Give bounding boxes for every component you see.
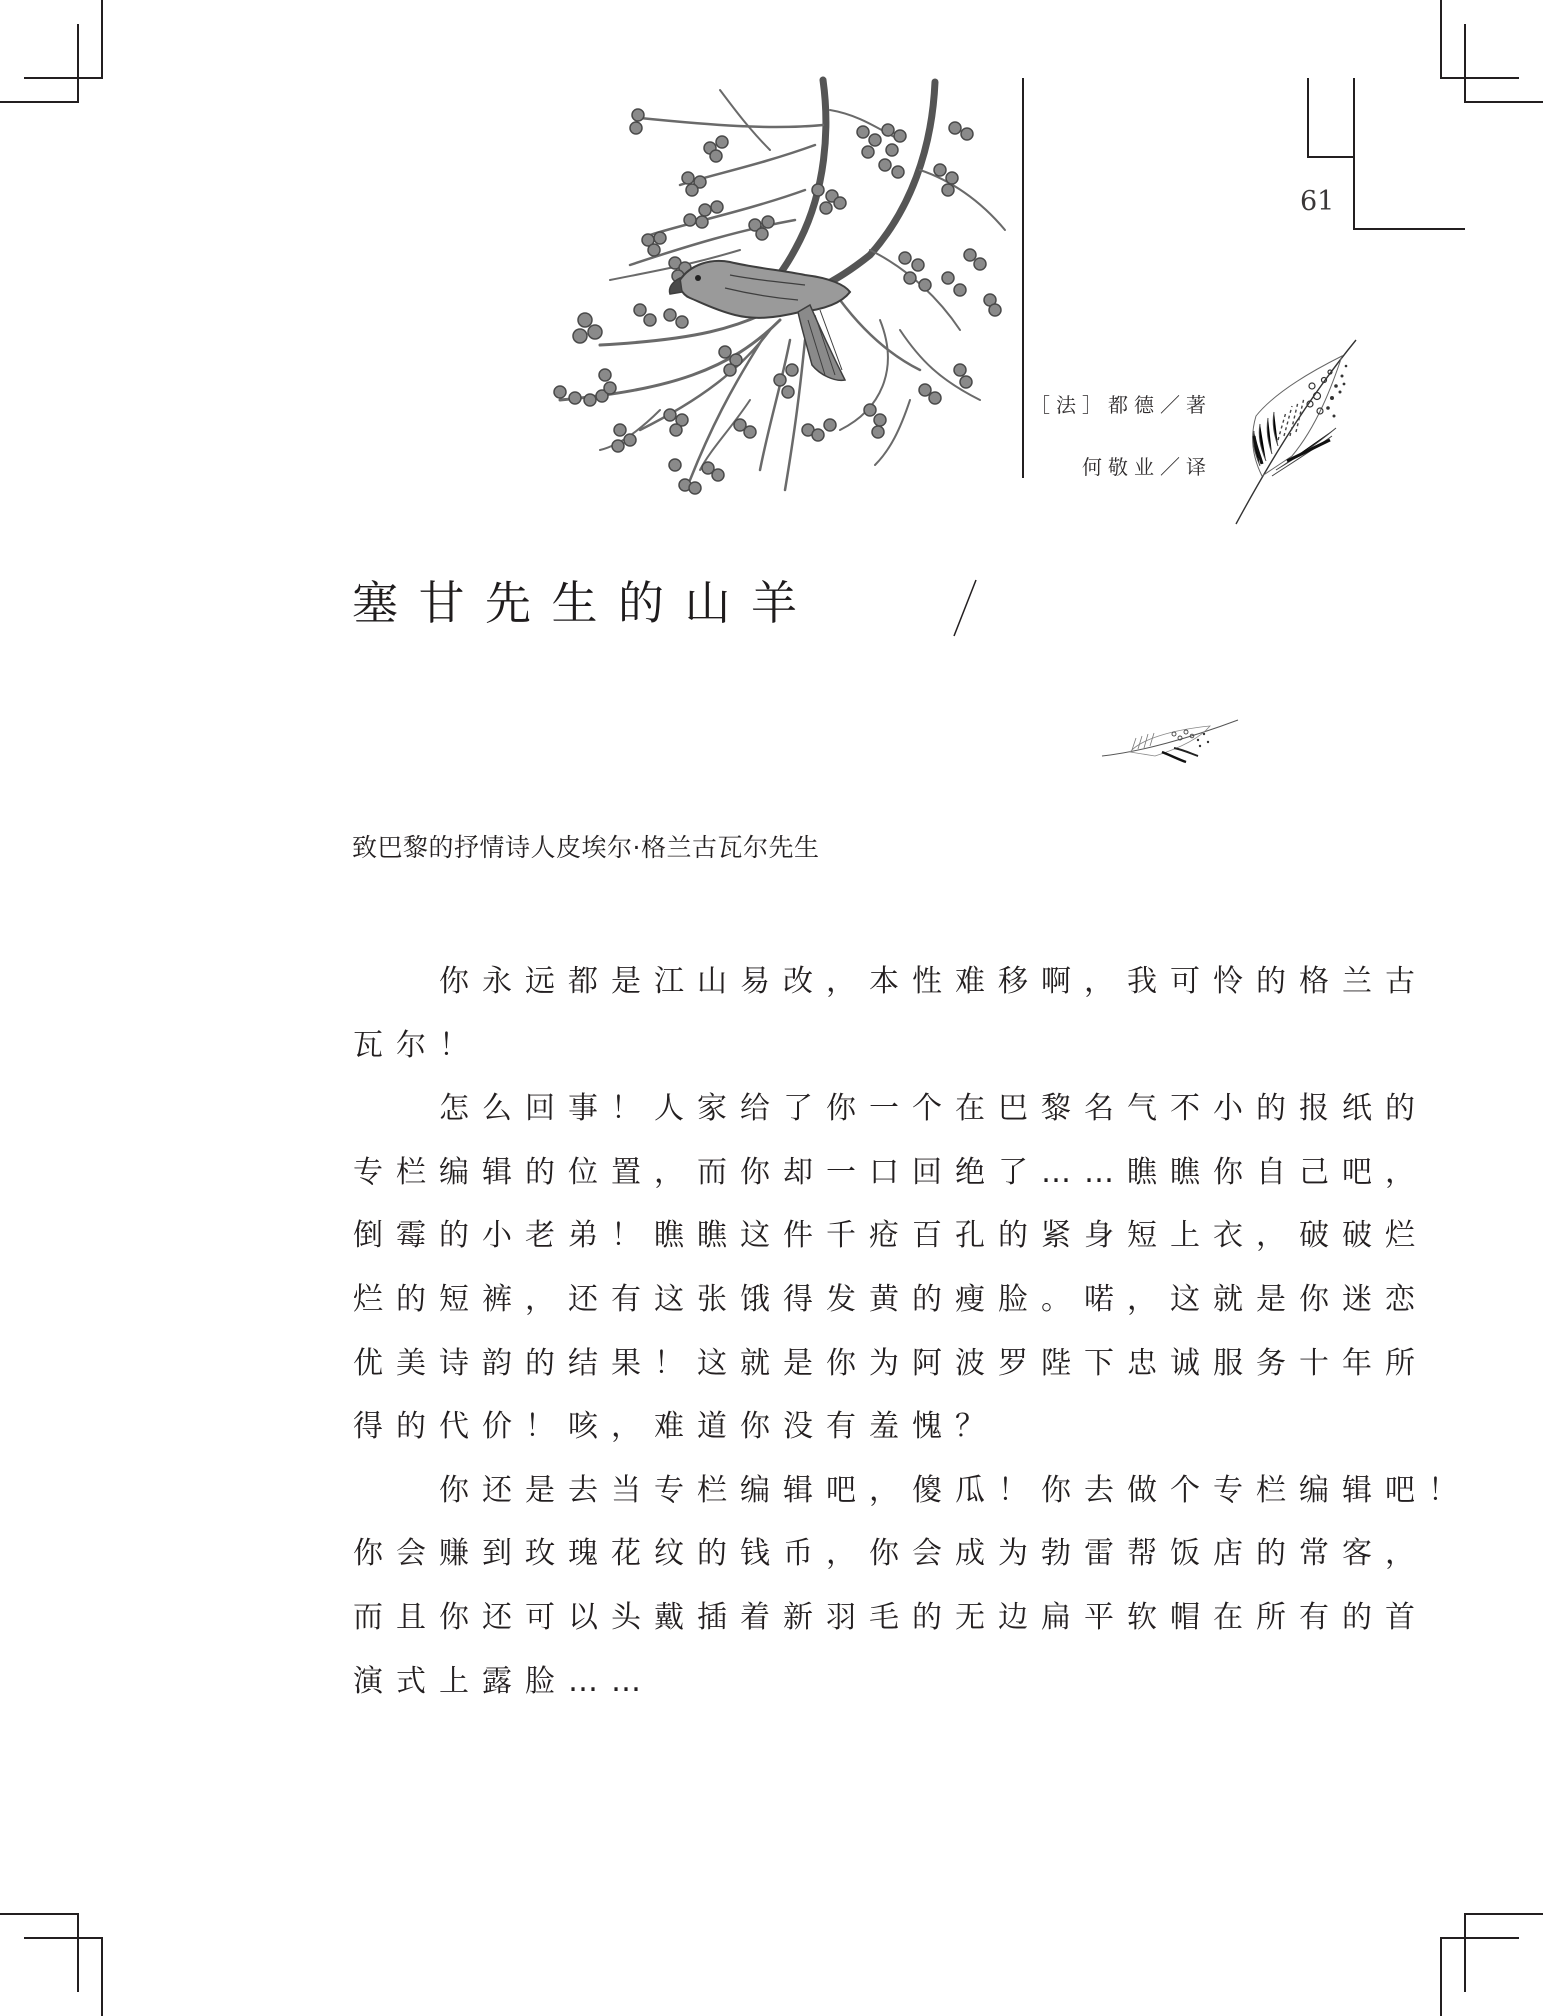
paragraph-line: 演式上露脸…… — [353, 1663, 654, 1699]
bird-on-branch-illustration — [540, 70, 1020, 510]
title-slash-icon — [950, 578, 978, 638]
paragraph-line: 瓦尔！ — [353, 1027, 482, 1063]
paragraph-line: 你还是去当专栏编辑吧，傻瓜！你去做个专栏编辑吧！ — [439, 1472, 1471, 1508]
paragraph-line: 烂的短裤，还有这张饿得发黄的瘦脸。喏，这就是你迷恋 — [353, 1281, 1428, 1317]
feather-icon — [1232, 336, 1360, 526]
paragraph-line: 倒霉的小老弟！瞧瞧这件千疮百孔的紧身短上衣，破破烂 — [353, 1218, 1428, 1254]
paragraph-line: 得的代价！咳，难道你没有羞愧？ — [353, 1409, 998, 1445]
author-credit: ［法］都德／著 — [1030, 393, 1212, 417]
page-number: 61 — [1300, 186, 1335, 217]
paragraph-line: 专栏编辑的位置，而你却一口回绝了……瞧瞧你自己吧， — [353, 1154, 1428, 1190]
paragraph-line: 怎么回事！人家给了你一个在巴黎名气不小的报纸的 — [439, 1091, 1428, 1127]
paragraph-line: 而且你还可以头戴插着新羽毛的无边扁平软帽在所有的首 — [353, 1599, 1428, 1635]
paragraph-line: 你永远都是江山易改，本性难移啊，我可怜的格兰古 — [439, 964, 1428, 999]
translator-credit: 何敬业／译 — [1082, 455, 1212, 479]
paragraph-line: 优美诗韵的结果！这就是你为阿波罗陛下忠诚服务十年所 — [353, 1345, 1428, 1381]
bird — [669, 261, 850, 380]
vertical-divider — [1022, 78, 1024, 478]
page-title: 塞甘先生的山羊 — [352, 576, 818, 630]
feather-icon — [1100, 716, 1240, 766]
dedication: 致巴黎的抒情诗人皮埃尔·格兰古瓦尔先生 — [352, 833, 820, 862]
paragraph-line: 你会赚到玫瑰花纹的钱币，你会成为勃雷帮饭店的常客， — [353, 1536, 1428, 1572]
body-text — [353, 950, 1471, 1713]
